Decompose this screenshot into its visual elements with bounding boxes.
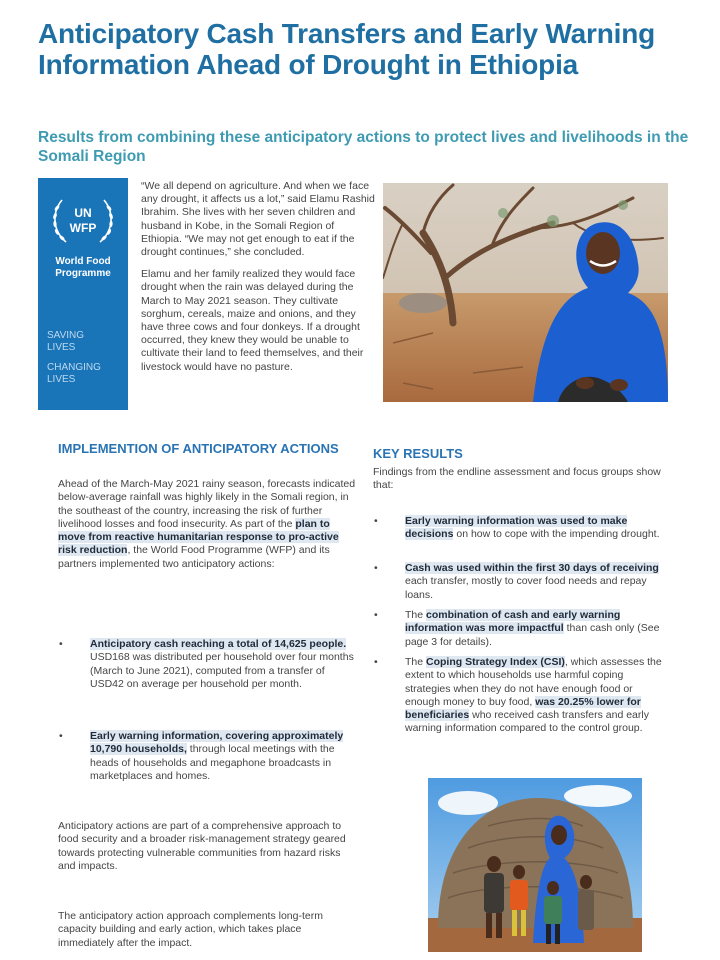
intro-story: Elamu and her family realized they would face drought when the rain was delayed during the March to May 2021 season. They cultivate sorghum, cereals, maize and onions, and they have three cows and four donkeys. If a drought occurred, they knew they would be unable to cultivate their land to feed themselves, and their livestock would have no pasture. — [141, 268, 364, 373]
key-results-intro: Findings from the endline assessment and focus groups show that: — [373, 466, 661, 492]
photo-woman-under-tree — [383, 183, 668, 402]
photo-family-hut — [428, 778, 642, 952]
bullet-icon: • — [374, 562, 378, 574]
list-item: • Anticipatory cash reaching a total of 14,625 people. USD168 was distributed per household over four months (March to June 2021), computed from a transfer of USD42 on average per household per month. — [59, 638, 354, 690]
intro-text — [141, 180, 375, 383]
bullet-icon: • — [374, 515, 378, 527]
logo-wfp-text: WFP — [69, 221, 97, 235]
logo-slogan-changing: CHANGING LIVES — [47, 362, 101, 385]
bullet-icon: • — [59, 730, 63, 742]
list-item: • The combination of cash and early warning information was more impactful than cash only (See page 3 for details). — [374, 609, 660, 648]
bullet-icon: • — [59, 638, 63, 650]
wfp-logo — [38, 178, 128, 410]
list-item: • Early warning information was used to make decisions on how to cope with the impending drought. — [374, 515, 660, 541]
logo-slogan-saving: SAVING LIVES — [47, 330, 85, 353]
heading-implementation: IMPLEMENTION OF ANTICIPATORY ACTIONS — [58, 441, 339, 456]
implementation-para2: Anticipatory actions are part of a comprehensive approach to food security and a broader risk-management strategy geared towards protecting vulnerable communities from hazard risks and impacts. — [58, 820, 346, 872]
logo-org-name: World Food Programme — [55, 256, 111, 279]
bullet-icon: • — [374, 609, 378, 621]
un-laurel-icon — [48, 192, 118, 248]
heading-key-results: KEY RESULTS — [373, 446, 463, 461]
page-title: Anticipatory Cash Transfers and Early Warning Information Ahead of Drought in Ethiopia — [38, 18, 656, 80]
intro-quote: “We all depend on agriculture. And when we face any drought, it affects us a lot,” said Elamu Rashid Ibrahim. She lives with her seven children and husband in Kobe, in the Somali Region of Ethiopia. “We may not get enough to eat if the drought continues,” she concluded. — [141, 180, 375, 259]
bullet-icon: • — [374, 656, 378, 668]
page-subtitle: Results from combining these anticipatory actions to protect lives and livelihoods in the Somali Region — [38, 129, 689, 165]
list-item: • Early warning information, covering approximately 10,790 households, through local meetings with the heads of households and megaphone broadcasts in marketplaces and homes. — [59, 730, 344, 782]
list-item: • The Coping Strategy Index (CSI), which assesses the extent to which households use harmful coping strategies when they do not have enough food or enough money to buy food, was 20.25% lower for beneficiaries who received cash transfers and early warning information compared to the control group. — [374, 656, 662, 735]
logo-un-text: UN — [74, 206, 92, 220]
list-item: • Cash was used within the first 30 days of receiving each transfer, mostly to cover food needs and repay loans. — [374, 562, 659, 601]
implementation-para1: Ahead of the March-May 2021 rainy season, forecasts indicated below-average rainfall was highly likely in the Somali region, in the southeast of the country, increasing the risk of further livelihood losses and food insecurity. As part of the plan to move from reactive humanitarian response to pro-active risk reduction, the World Food Programme (WFP) and its partners implemented two anticipatory actions: — [58, 478, 356, 570]
implementation-para3: The anticipatory action approach complements long-term capacity building and early action, which takes place immediately after the impact. — [58, 910, 323, 949]
